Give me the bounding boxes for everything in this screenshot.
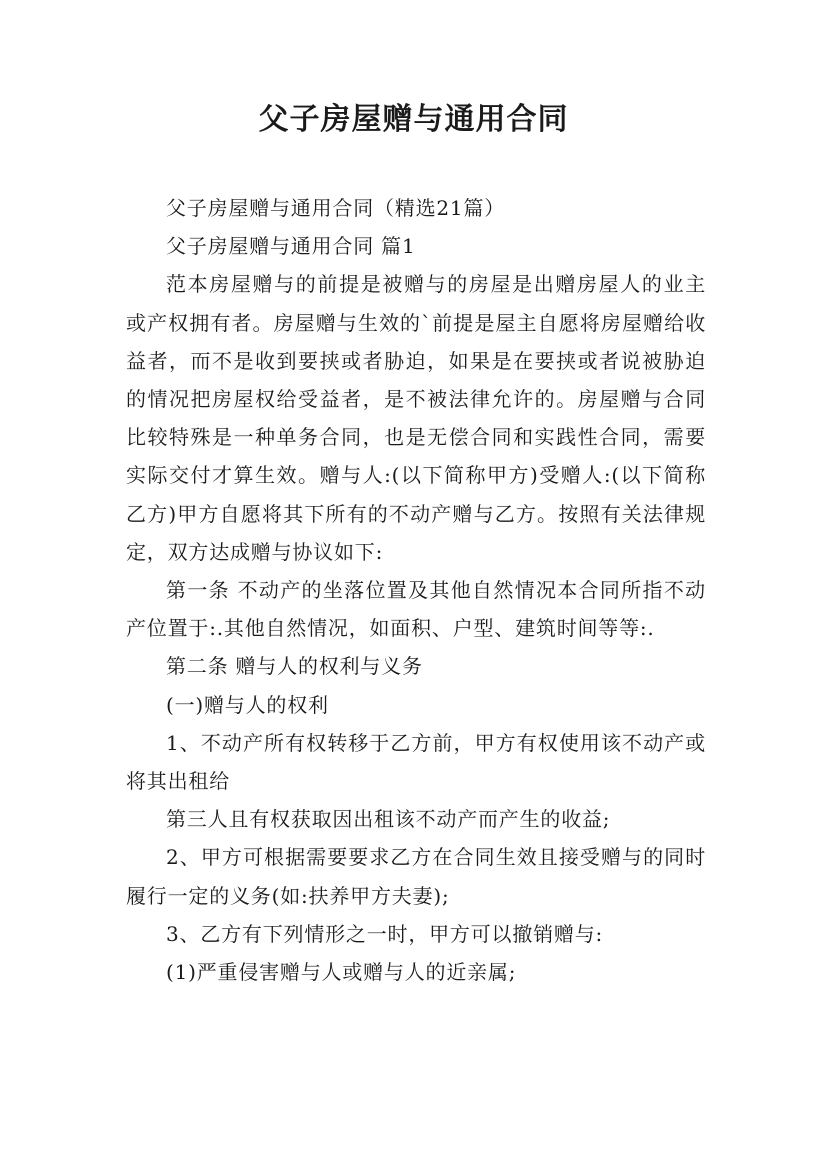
- paragraph-item-1: 1、不动产所有权转移于乙方前，甲方有权使用该不动产或将其出租给: [126, 730, 706, 794]
- paragraph-subtitle: 父子房屋赠与通用合同（精选21篇）: [166, 196, 506, 220]
- document-body: [126, 189, 706, 991]
- document-title: 父子房屋赠与通用合同: [258, 102, 569, 137]
- paragraph-article-heading: 父子房屋赠与通用合同 篇1: [166, 234, 416, 259]
- paragraph-item-1-continued: 第三人且有权获取因出租该不动产而产生的收益;: [166, 807, 611, 832]
- paragraph-clause-1: 第一条 不动产的坐落位置及其他自然情况本合同所指不动产位置于:.其他自然情况，如面积、户型、建筑时间等等:.: [126, 578, 706, 641]
- paragraph-clause-2-heading: 第二条 赠与人的权利与义务: [166, 654, 423, 679]
- paragraph-donor-rights-heading: (一)赠与人的权利: [166, 692, 329, 717]
- paragraph-intro: 范本房屋赠与的前提是被赠与的房屋是出赠房屋人的业主或产权拥有者。房屋赠与生效的`前提是屋主自愿将房屋赠给收益者，而不是收到要挟或者胁迫，如果是在要挟或者说被胁迫的情况把房屋权给受益者，是不被法律允许的。房屋赠与合同比较特殊是一种单务合同，也是无偿合同和实践性合同，需要实际交付才算生效。赠与人:(以下简称甲方)受赠人:(以下简称乙方)甲方自愿将其下所有的不动产赠与乙方。按照有关法律规定，双方达成赠与协议如下:: [126, 272, 706, 564]
- paragraph-item-3-1: (1)严重侵害赠与人或赠与人的近亲属;: [166, 960, 517, 985]
- paragraph-item-2: 2、甲方可根据需要要求乙方在合同生效且接受赠与的同时履行一定的义务(如:扶养甲方夫妻);: [126, 845, 706, 908]
- paragraph-item-3: 3、乙方有下列情形之一时，甲方可以撤销赠与:: [166, 921, 604, 946]
